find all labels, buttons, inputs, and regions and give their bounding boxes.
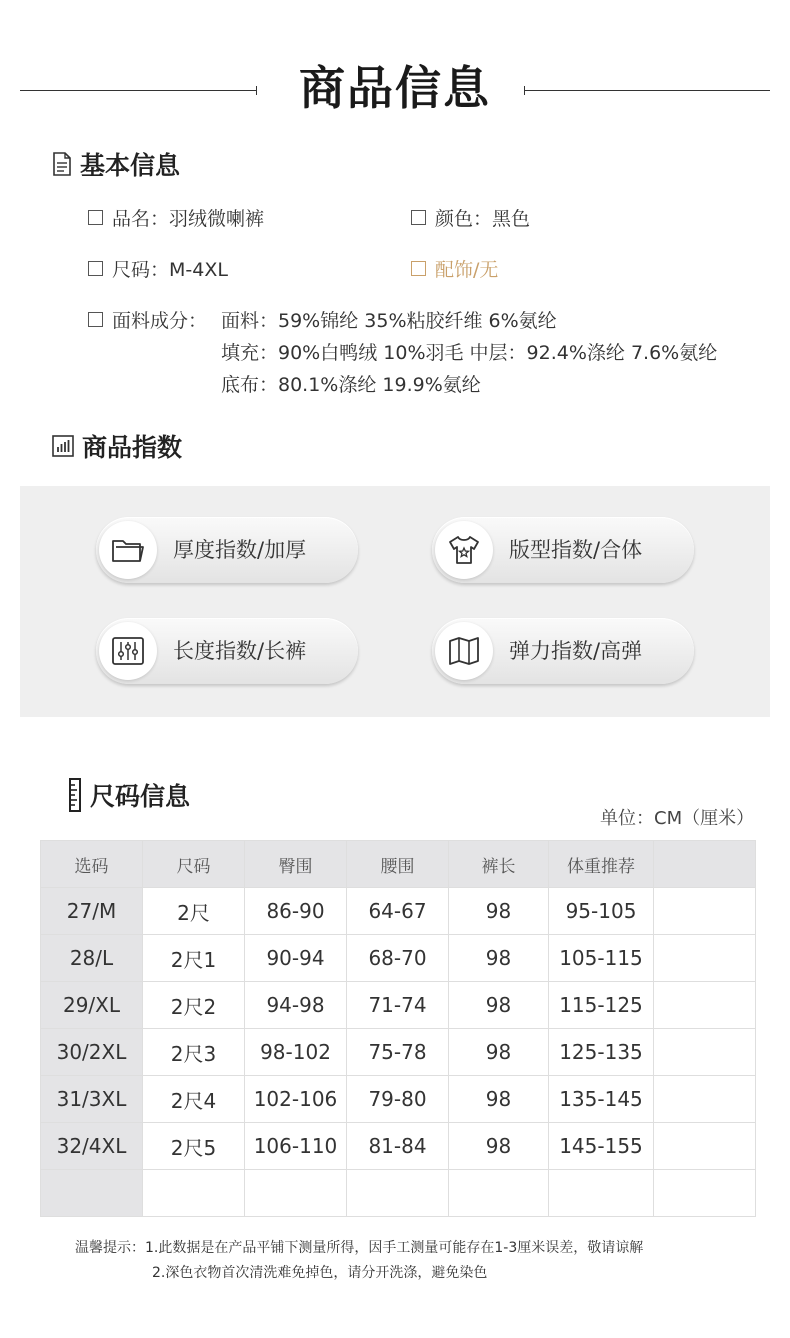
unit-label: 单位：CM（厘米）	[600, 808, 755, 829]
table-row	[41, 935, 756, 982]
basic-info-heading	[52, 146, 180, 182]
table-cell: 98	[449, 888, 549, 935]
note-line-1: 温馨提示：1.此数据是在产品平铺下测量所得，因手工测量可能存在1-3厘米误差，敬请谅解	[75, 1240, 644, 1256]
index-fit-label: 版型指数/合体	[509, 538, 643, 562]
notes	[75, 1236, 643, 1286]
info-accessory-text: 配饰/无	[435, 259, 499, 281]
tshirt-icon	[435, 521, 493, 579]
table-cell	[654, 935, 756, 982]
info-size-text: 尺码：M-4XL	[112, 259, 228, 281]
col-header-weight: 体重推荐	[549, 841, 654, 888]
table-cell	[654, 1170, 756, 1217]
checkbox-icon	[411, 210, 426, 225]
table-row	[41, 888, 756, 935]
product-index-panel	[20, 486, 770, 717]
col-header-length: 裤长	[449, 841, 549, 888]
table-cell: 2尺	[143, 888, 245, 935]
table-cell: 98-102	[245, 1029, 347, 1076]
table-cell: 98	[449, 1076, 549, 1123]
table-cell: 98	[449, 1123, 549, 1170]
table-cell	[654, 982, 756, 1029]
index-thickness	[96, 517, 358, 583]
index-length-label: 长度指数/长裤	[173, 639, 307, 663]
bar-chart-icon	[52, 435, 74, 457]
table-cell	[654, 1123, 756, 1170]
col-header-hip: 臀围	[245, 841, 347, 888]
table-row	[41, 1029, 756, 1076]
size-table	[40, 840, 756, 1217]
table-cell: 105-115	[549, 935, 654, 982]
table-cell: 106-110	[245, 1123, 347, 1170]
fabric-line-outer: 面料：59%锦纶 35%粘胶纤维 6%氨纶	[221, 310, 557, 332]
index-thickness-label: 厚度指数/加厚	[173, 538, 307, 562]
table-cell: 98	[449, 982, 549, 1029]
checkbox-icon	[88, 210, 103, 225]
table-cell: 125-135	[549, 1029, 654, 1076]
table-cell: 102-106	[245, 1076, 347, 1123]
fabric-line-lining: 底布：80.1%涤纶 19.9%氨纶	[221, 374, 481, 396]
table-cell: 27/M	[41, 888, 143, 935]
table-cell: 2尺3	[143, 1029, 245, 1076]
col-header-size: 尺码	[143, 841, 245, 888]
table-cell	[41, 1170, 143, 1217]
table-header-row	[41, 841, 756, 888]
table-cell	[654, 888, 756, 935]
table-cell	[654, 1076, 756, 1123]
info-product-name-text: 品名：羽绒微喇裤	[112, 208, 265, 230]
col-header-empty	[654, 841, 756, 888]
info-accessory	[411, 255, 498, 282]
sliders-icon	[99, 622, 157, 680]
table-cell: 79-80	[347, 1076, 449, 1123]
table-cell: 94-98	[245, 982, 347, 1029]
info-fabric	[88, 306, 207, 333]
index-length	[96, 618, 358, 684]
table-cell: 68-70	[347, 935, 449, 982]
info-color-text: 颜色：黑色	[435, 208, 531, 230]
product-index-heading	[52, 428, 182, 464]
table-row	[41, 1170, 756, 1217]
table-cell: 31/3XL	[41, 1076, 143, 1123]
table-cell: 75-78	[347, 1029, 449, 1076]
table-cell	[245, 1170, 347, 1217]
note-line-2: 2.深色衣物首次清洗难免掉色，请分开洗涤，避免染色	[152, 1265, 488, 1281]
size-info-heading	[68, 777, 190, 813]
table-row	[41, 1123, 756, 1170]
ruler-icon	[68, 778, 82, 812]
basic-info-heading-text: 基本信息	[80, 151, 181, 180]
info-color	[411, 204, 530, 231]
checkbox-icon	[411, 261, 426, 276]
table-cell: 71-74	[347, 982, 449, 1029]
table-cell	[654, 1029, 756, 1076]
table-cell: 2尺1	[143, 935, 245, 982]
table-cell: 2尺4	[143, 1076, 245, 1123]
table-cell: 135-145	[549, 1076, 654, 1123]
product-index-heading-text: 商品指数	[82, 433, 183, 462]
table-cell: 86-90	[245, 888, 347, 935]
index-fit	[432, 517, 694, 583]
folder-icon	[99, 521, 157, 579]
map-icon	[435, 622, 493, 680]
table-cell: 90-94	[245, 935, 347, 982]
table-cell: 115-125	[549, 982, 654, 1029]
info-product-name	[88, 204, 264, 231]
page-title: 商品信息	[299, 61, 491, 115]
table-row	[41, 1076, 756, 1123]
table-cell	[549, 1170, 654, 1217]
table-cell: 81-84	[347, 1123, 449, 1170]
table-row	[41, 982, 756, 1029]
table-cell: 98	[449, 1029, 549, 1076]
table-cell: 30/2XL	[41, 1029, 143, 1076]
table-cell: 32/4XL	[41, 1123, 143, 1170]
info-fabric-label: 面料成分：	[112, 310, 208, 332]
table-cell	[347, 1170, 449, 1217]
index-elasticity-label: 弹力指数/高弹	[509, 639, 643, 663]
document-icon	[52, 152, 72, 176]
table-cell: 64-67	[347, 888, 449, 935]
col-header-waist: 腰围	[347, 841, 449, 888]
table-cell	[449, 1170, 549, 1217]
table-cell: 98	[449, 935, 549, 982]
checkbox-icon	[88, 312, 103, 327]
col-header-select: 选码	[41, 841, 143, 888]
table-cell: 145-155	[549, 1123, 654, 1170]
table-cell: 2尺2	[143, 982, 245, 1029]
info-size	[88, 255, 228, 282]
table-cell: 2尺5	[143, 1123, 245, 1170]
size-info-heading-text: 尺码信息	[90, 782, 191, 811]
table-cell: 28/L	[41, 935, 143, 982]
table-cell: 95-105	[549, 888, 654, 935]
checkbox-icon	[88, 261, 103, 276]
table-cell: 29/XL	[41, 982, 143, 1029]
fabric-line-filling: 填充：90%白鸭绒 10%羽毛 中层：92.4%涤纶 7.6%氨纶	[221, 342, 718, 364]
index-elasticity	[432, 618, 694, 684]
table-cell	[143, 1170, 245, 1217]
